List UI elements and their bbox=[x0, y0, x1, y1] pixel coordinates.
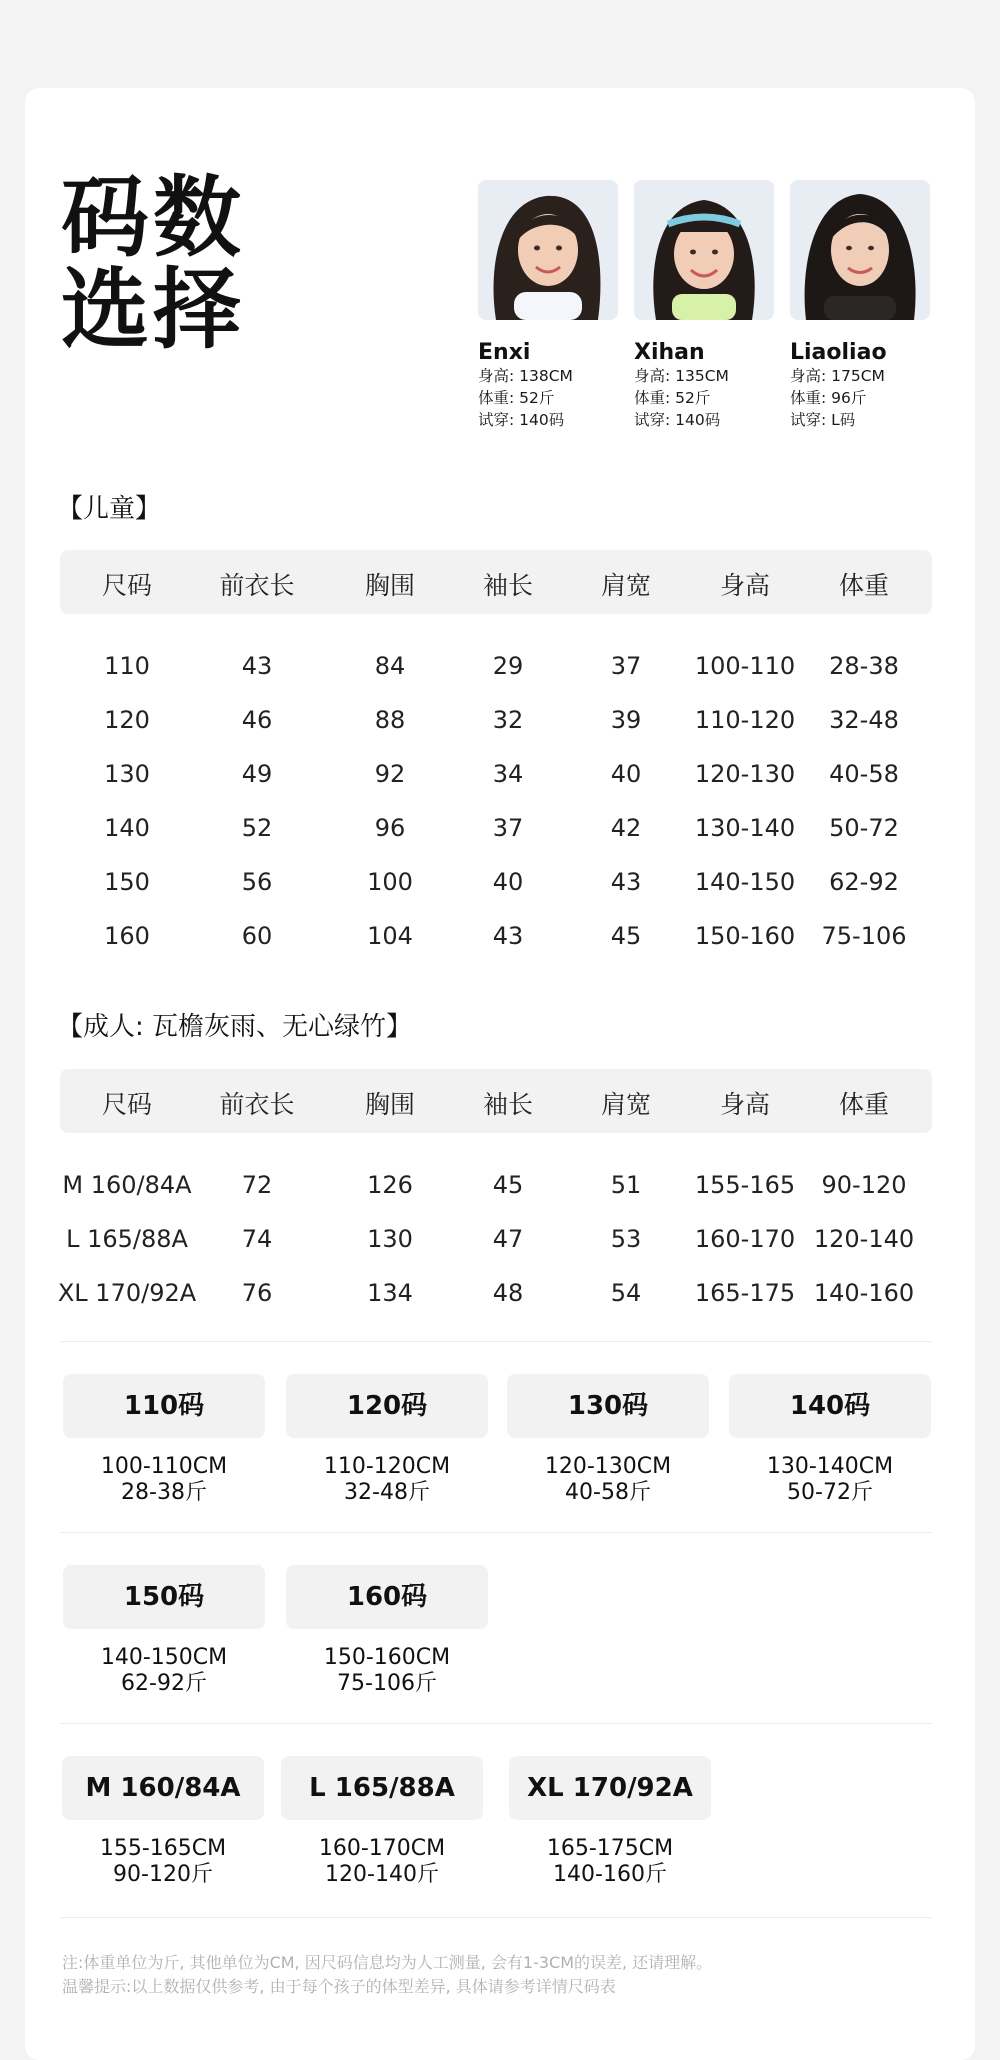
model-height: 身高: 135CM bbox=[634, 367, 729, 385]
table-row bbox=[60, 1167, 932, 1207]
size-chip: M 160/84A bbox=[62, 1756, 264, 1820]
table-cell: 100 bbox=[367, 868, 413, 896]
model-weight: 体重: 52斤 bbox=[634, 389, 711, 407]
table-cell: 100-110 bbox=[694, 652, 796, 680]
reference-note: 温馨提示:以上数据仅供参考, 由于每个孩子的体型差异, 具体请参考详情尺码表 bbox=[62, 1977, 616, 1996]
table-row bbox=[57, 1275, 932, 1315]
column-header: 尺码 bbox=[101, 571, 153, 600]
size-weight: 50-72斤 bbox=[787, 1480, 873, 1505]
size-height: 160-170CM bbox=[318, 1836, 446, 1861]
model-card-liaoliao bbox=[790, 180, 930, 431]
table-cell: 120 bbox=[104, 706, 150, 734]
column-header: 肩宽 bbox=[600, 571, 652, 600]
table-row bbox=[60, 702, 932, 742]
table-cell: 29 bbox=[492, 652, 524, 680]
divider bbox=[60, 1723, 932, 1724]
size-height: 150-160CM bbox=[323, 1645, 451, 1670]
table-cell: 45 bbox=[492, 1171, 524, 1199]
table-cell: 92 bbox=[374, 760, 406, 788]
divider bbox=[60, 1532, 932, 1533]
table-cell: 43 bbox=[610, 868, 642, 896]
table-cell: 52 bbox=[241, 814, 273, 842]
size-chip: 120码 bbox=[286, 1374, 488, 1438]
table-cell: 88 bbox=[374, 706, 406, 734]
size-chip-info bbox=[62, 1836, 264, 1888]
size-chip: 160码 bbox=[286, 1565, 488, 1629]
table-cell: M 160/84A bbox=[62, 1171, 192, 1199]
model-size: 试穿: 140码 bbox=[634, 411, 721, 429]
table-cell: 126 bbox=[367, 1171, 413, 1199]
table-cell: 40-58 bbox=[829, 760, 899, 788]
model-name: Xihan bbox=[634, 340, 705, 365]
table-cell: 48 bbox=[492, 1279, 524, 1307]
table-cell: 140-150 bbox=[694, 868, 796, 896]
title-line-2: 选择 bbox=[61, 258, 246, 361]
size-chip: 150码 bbox=[63, 1565, 265, 1629]
column-header: 袖长 bbox=[482, 1090, 534, 1119]
size-chip-info bbox=[286, 1645, 488, 1697]
size-chip: XL 170/92A bbox=[509, 1756, 711, 1820]
table-cell: 130 bbox=[104, 760, 150, 788]
model-card-enxi bbox=[478, 180, 618, 431]
table-cell: 155-165 bbox=[694, 1171, 796, 1199]
kids-table-header bbox=[60, 550, 932, 614]
model-photo-xihan bbox=[634, 180, 774, 320]
size-height: 110-120CM bbox=[323, 1454, 451, 1479]
table-cell: 34 bbox=[492, 760, 524, 788]
page-title bbox=[61, 166, 246, 361]
size-chip-info bbox=[286, 1454, 488, 1506]
column-header: 前衣长 bbox=[219, 571, 295, 600]
table-cell: 110 bbox=[104, 652, 150, 680]
table-cell: 46 bbox=[241, 706, 273, 734]
table-cell: 76 bbox=[241, 1279, 273, 1307]
column-header: 肩宽 bbox=[600, 1090, 652, 1119]
column-header: 身高 bbox=[719, 1090, 771, 1119]
table-cell: 104 bbox=[367, 922, 413, 950]
size-guide-card bbox=[25, 88, 975, 2060]
table-cell: 120-130 bbox=[694, 760, 796, 788]
table-cell: 37 bbox=[610, 652, 642, 680]
table-cell: 43 bbox=[241, 652, 273, 680]
table-cell: 150-160 bbox=[694, 922, 796, 950]
unit-note: 注:体重单位为斤, 其他单位为CM, 因尺码信息均为人工测量, 会有1-3CM的误差, 还请理解。 bbox=[62, 1953, 713, 1972]
table-cell: 110-120 bbox=[694, 706, 796, 734]
table-cell: 40 bbox=[492, 868, 524, 896]
size-height: 120-130CM bbox=[544, 1454, 672, 1479]
table-cell: 140 bbox=[104, 814, 150, 842]
table-cell: 74 bbox=[241, 1225, 273, 1253]
table-cell: 49 bbox=[241, 760, 273, 788]
size-chip: 130码 bbox=[507, 1374, 709, 1438]
table-cell: 120-140 bbox=[813, 1225, 915, 1253]
size-height: 165-175CM bbox=[546, 1836, 674, 1861]
table-cell: 54 bbox=[610, 1279, 642, 1307]
column-header: 尺码 bbox=[101, 1090, 153, 1119]
size-weight: 32-48斤 bbox=[344, 1480, 430, 1505]
table-cell: 96 bbox=[374, 814, 406, 842]
model-card-xihan bbox=[634, 180, 774, 431]
table-row bbox=[60, 756, 932, 796]
column-header: 胸围 bbox=[364, 1090, 416, 1119]
column-header: 身高 bbox=[719, 571, 771, 600]
model-weight: 体重: 96斤 bbox=[790, 389, 867, 407]
size-weight: 90-120斤 bbox=[113, 1862, 213, 1887]
table-cell: L 165/88A bbox=[66, 1225, 188, 1253]
size-chip-info bbox=[729, 1454, 931, 1506]
model-name: Liaoliao bbox=[790, 340, 887, 365]
table-cell: 62-92 bbox=[829, 868, 899, 896]
divider bbox=[60, 1341, 932, 1342]
table-cell: 32 bbox=[492, 706, 524, 734]
table-cell: 160 bbox=[104, 922, 150, 950]
table-cell: 72 bbox=[241, 1171, 273, 1199]
size-height: 100-110CM bbox=[100, 1454, 228, 1479]
size-weight: 40-58斤 bbox=[565, 1480, 651, 1505]
table-cell: 51 bbox=[610, 1171, 642, 1199]
model-height: 身高: 175CM bbox=[790, 367, 885, 385]
kids-section-title: 【儿童】 bbox=[57, 494, 162, 524]
model-size: 试穿: L码 bbox=[790, 411, 856, 429]
adult-table-header bbox=[60, 1069, 932, 1133]
model-height: 身高: 138CM bbox=[478, 367, 573, 385]
model-size: 试穿: 140码 bbox=[478, 411, 565, 429]
size-height: 140-150CM bbox=[100, 1645, 228, 1670]
table-row bbox=[60, 918, 932, 958]
size-chip-info bbox=[509, 1836, 711, 1888]
column-header: 体重 bbox=[838, 1090, 890, 1119]
model-name: Enxi bbox=[478, 340, 531, 365]
size-chip-info bbox=[507, 1454, 709, 1506]
table-cell: 42 bbox=[610, 814, 642, 842]
table-cell: 150 bbox=[104, 868, 150, 896]
size-height: 130-140CM bbox=[766, 1454, 894, 1479]
size-chip-info bbox=[281, 1836, 483, 1888]
table-cell: 53 bbox=[610, 1225, 642, 1253]
column-header: 袖长 bbox=[482, 571, 534, 600]
title-line-1: 码数 bbox=[61, 166, 246, 269]
column-header: 体重 bbox=[838, 571, 890, 600]
table-cell: 84 bbox=[374, 652, 406, 680]
table-cell: 39 bbox=[610, 706, 642, 734]
size-height: 155-165CM bbox=[99, 1836, 227, 1861]
size-weight: 75-106斤 bbox=[337, 1671, 437, 1696]
table-cell: 37 bbox=[492, 814, 524, 842]
model-photo-enxi bbox=[478, 180, 618, 320]
table-cell: 134 bbox=[367, 1279, 413, 1307]
table-cell: 165-175 bbox=[694, 1279, 796, 1307]
adult-section-title: 【成人: 瓦檐灰雨、无心绿竹】 bbox=[57, 1012, 413, 1042]
table-cell: 43 bbox=[492, 922, 524, 950]
table-row bbox=[60, 810, 932, 850]
table-cell: 50-72 bbox=[829, 814, 899, 842]
column-header: 前衣长 bbox=[219, 1090, 295, 1119]
divider bbox=[60, 1917, 932, 1918]
table-cell: 32-48 bbox=[829, 706, 899, 734]
size-chip: L 165/88A bbox=[281, 1756, 483, 1820]
table-row bbox=[60, 648, 932, 688]
table-cell: 130 bbox=[367, 1225, 413, 1253]
size-chip: 140码 bbox=[729, 1374, 931, 1438]
table-cell: 60 bbox=[241, 922, 273, 950]
table-cell: 45 bbox=[610, 922, 642, 950]
table-cell: 28-38 bbox=[829, 652, 899, 680]
table-cell: 130-140 bbox=[694, 814, 796, 842]
size-chip-info bbox=[63, 1454, 265, 1506]
size-weight: 62-92斤 bbox=[121, 1671, 207, 1696]
table-cell: 56 bbox=[241, 868, 273, 896]
table-cell: 160-170 bbox=[694, 1225, 796, 1253]
size-weight: 28-38斤 bbox=[121, 1480, 207, 1505]
column-header: 胸围 bbox=[364, 571, 416, 600]
size-chip: 110码 bbox=[63, 1374, 265, 1438]
size-chip-info bbox=[63, 1645, 265, 1697]
size-weight: 120-140斤 bbox=[325, 1862, 439, 1887]
model-photo-liaoliao bbox=[790, 180, 930, 320]
table-cell: XL 170/92A bbox=[57, 1279, 197, 1307]
table-row bbox=[60, 864, 932, 904]
table-cell: 47 bbox=[492, 1225, 524, 1253]
table-cell: 140-160 bbox=[813, 1279, 915, 1307]
model-weight: 体重: 52斤 bbox=[478, 389, 555, 407]
table-row bbox=[60, 1221, 932, 1261]
table-cell: 75-106 bbox=[821, 922, 907, 950]
table-cell: 90-120 bbox=[821, 1171, 907, 1199]
size-weight: 140-160斤 bbox=[553, 1862, 667, 1887]
table-cell: 40 bbox=[610, 760, 642, 788]
